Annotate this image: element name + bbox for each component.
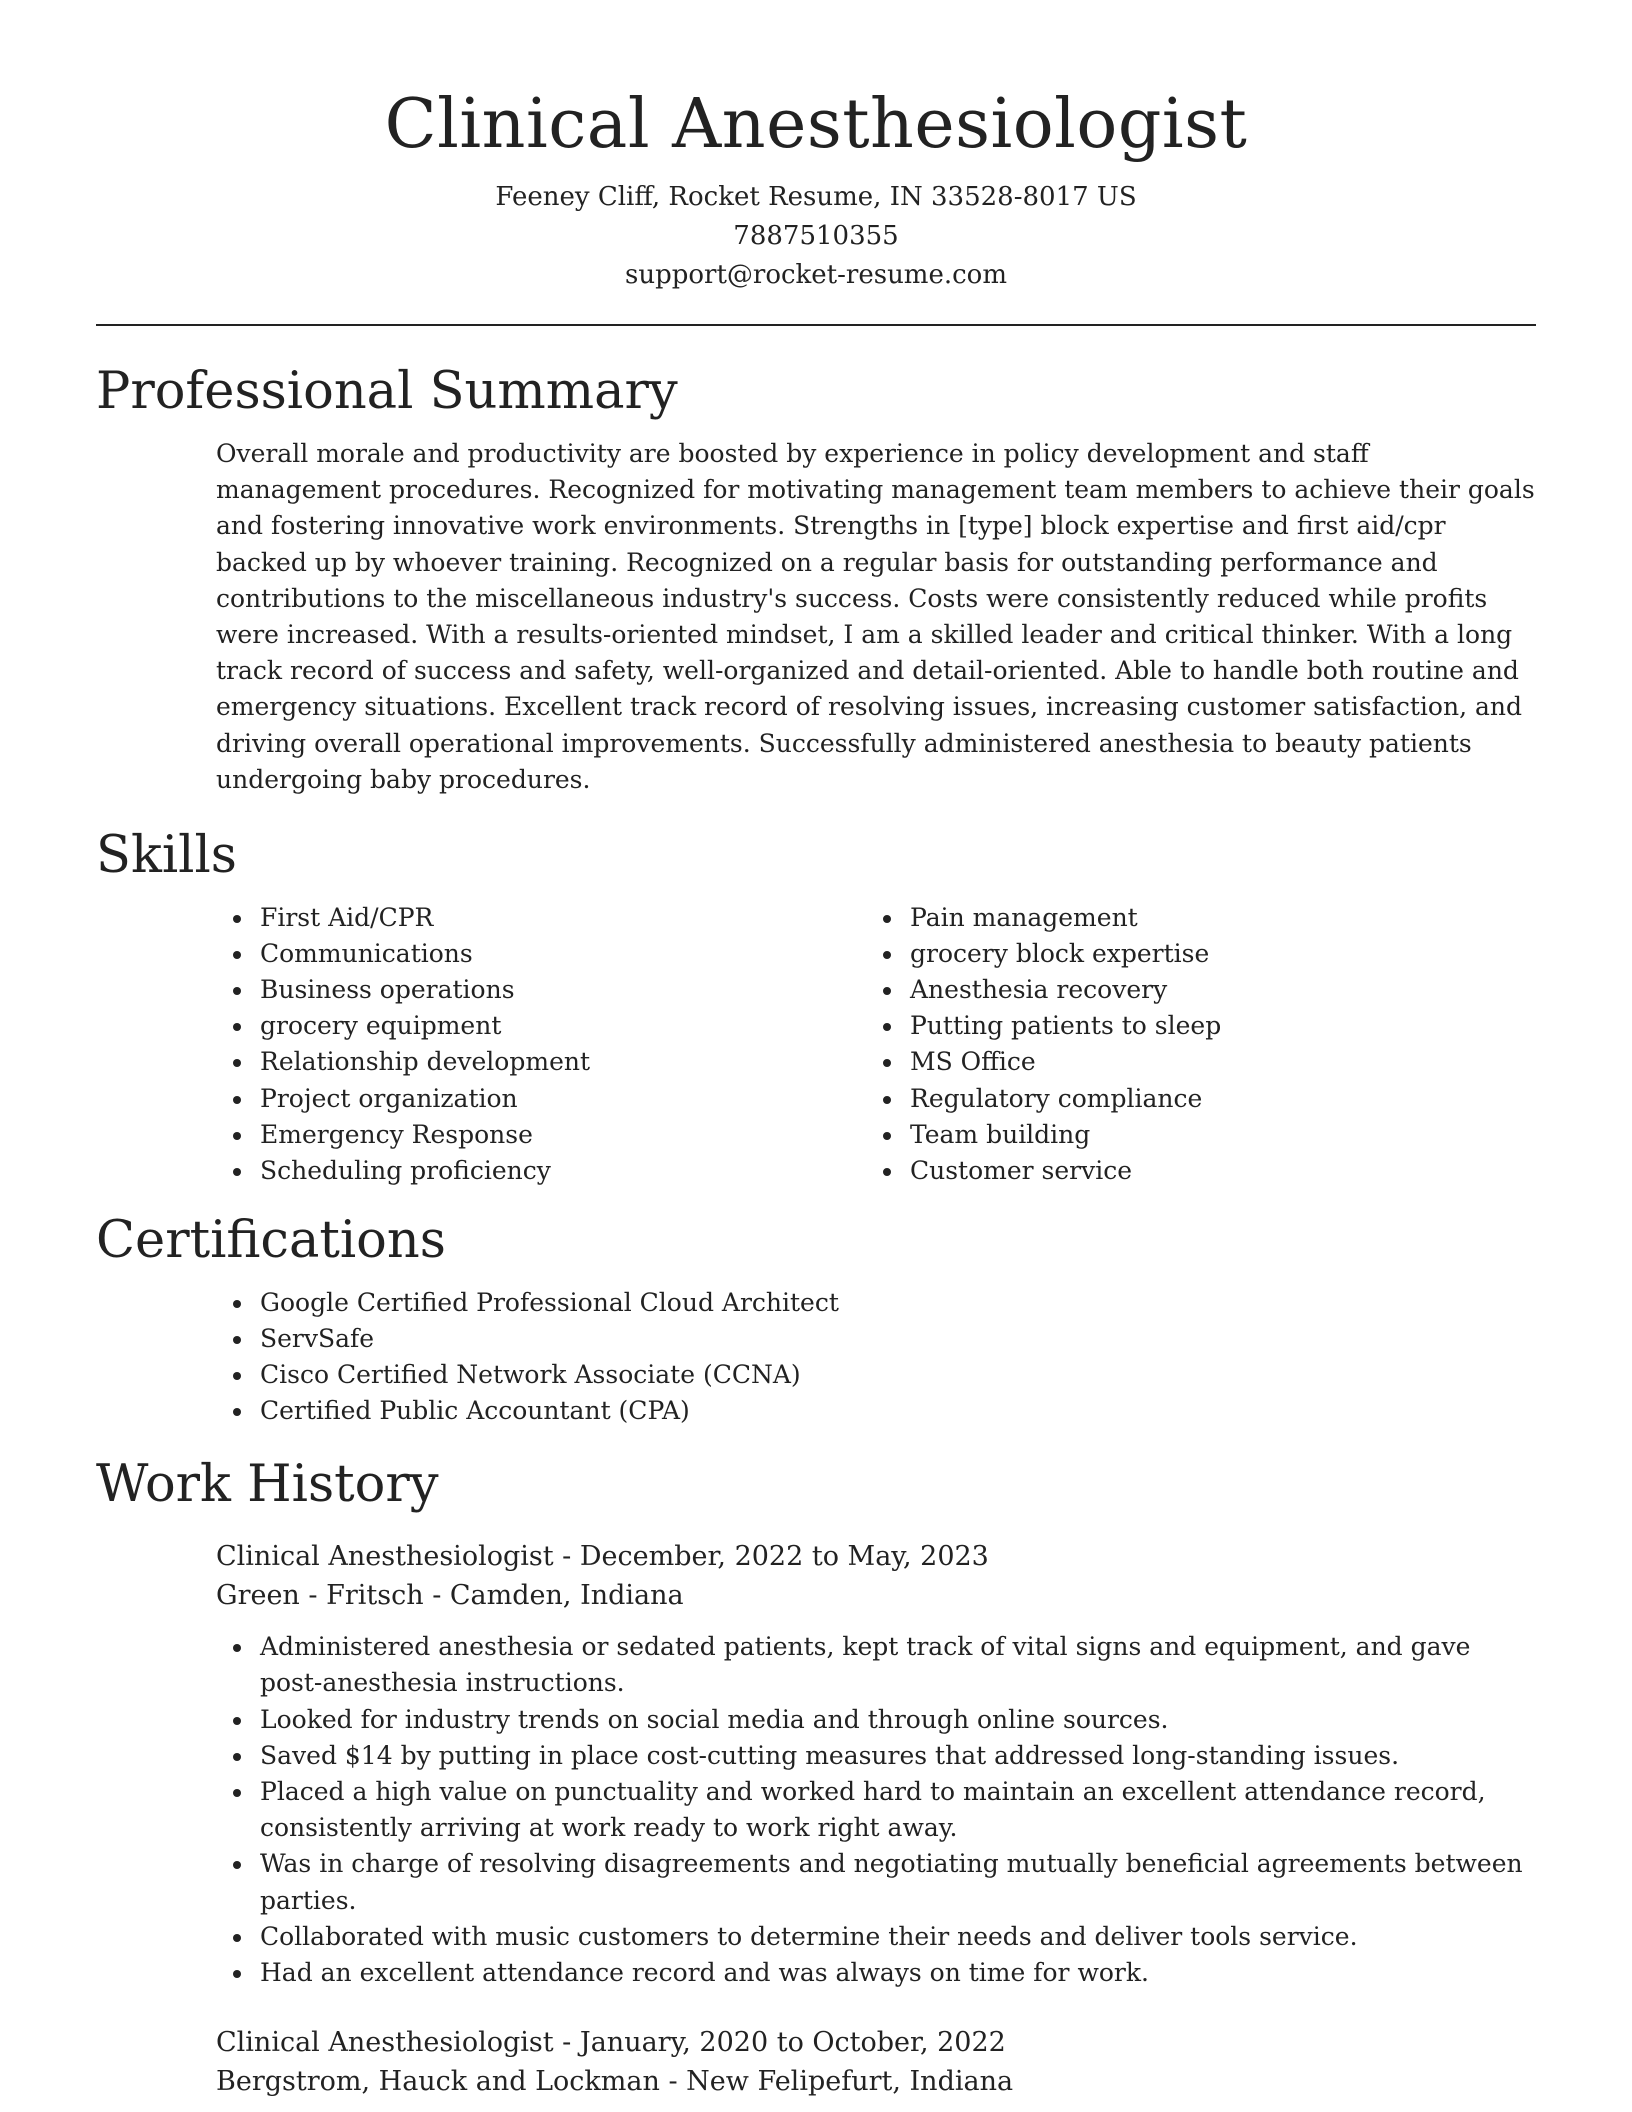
list-item: grocery block expertise <box>866 936 1516 972</box>
list-item: Relationship development <box>216 1044 866 1080</box>
job-title-line <box>216 2023 1536 2062</box>
contact-email: support@rocket-resume.com <box>624 260 1007 290</box>
job-title: Clinical Anesthesiologist <box>216 1541 554 1573</box>
list-item: Regulatory compliance <box>866 1081 1516 1117</box>
summary-heading: Professional Summary <box>96 362 678 421</box>
certifications-list <box>216 1285 1536 1429</box>
list-item: Business operations <box>216 972 866 1008</box>
list-item: ServSafe <box>216 1321 1536 1357</box>
list-item: Emergency Response <box>216 1117 866 1153</box>
resume-name: Clinical Anesthesiologist <box>384 85 1248 164</box>
header-divider <box>96 324 1536 326</box>
contact-phone: 7887510355 <box>733 221 899 251</box>
job-bullets <box>216 1629 1536 1991</box>
job-location: - New Felipefurt, Indiana <box>659 2066 1014 2098</box>
job-company: Bergstrom, Hauck and Lockman <box>216 2066 660 2098</box>
list-item: Scheduling proficiency <box>216 1153 866 1189</box>
job-title: Clinical Anesthesiologist <box>216 2027 554 2059</box>
list-item: Putting patients to sleep <box>866 1008 1516 1044</box>
job-bullet: Saved $14 by putting in place cost-cutting measures that addressed long-standing issues. <box>216 1738 1536 1774</box>
job-bullet: Was in charge of resolving disagreements and negotiating mutually beneficial agreements between parties. <box>216 1846 1536 1918</box>
list-item: Project organization <box>216 1081 866 1117</box>
summary-text: Overall morale and productivity are boosted by experience in policy development and staff management procedures. Recognized for motivating management team members to achieve their goals and fostering innovative work environments. Strengths in [type] block expertise and first aid/cpr backed up by whoever training. Recognized on a regular basis for outstanding performance and contributions to the miscellaneous industry's success. Costs were consistently reduced while profits were increased. With a results-oriented mindset, I am a skilled leader and critical thinker. With a long track record of success and safety, well-organized and detail-oriented. Able to handle both routine and emergency situations. Excellent track record of resolving issues, increasing customer satisfaction, and driving overall operational improvements. Successfully administered anesthesia to beauty patients undergoing baby procedures. <box>216 439 1535 794</box>
job-location: - Camden, Indiana <box>423 1580 684 1612</box>
job-entry <box>216 1537 1536 1991</box>
contact-address: Feeney Cliff, Rocket Resume, IN 33528-8017 US <box>495 182 1137 212</box>
list-item: Team building <box>866 1117 1516 1153</box>
job-bullet: Looked for industry trends on social media and through online sources. <box>216 1702 1536 1738</box>
certifications-section <box>96 1209 1536 1429</box>
job-company: Green - Fritsch <box>216 1580 424 1612</box>
job-bullet: Administered anesthesia or sedated patients, kept track of vital signs and equipment, and gave post-anesthesia instructions. <box>216 1629 1536 1701</box>
skills-section <box>96 824 1536 1189</box>
job-dates: - January, 2020 to October, 2022 <box>553 2027 1006 2059</box>
certifications-heading: Certifications <box>96 1210 446 1270</box>
job-dates: - December, 2022 to May, 2023 <box>553 1541 989 1573</box>
job-entry <box>216 2023 1536 2101</box>
skills-heading: Skills <box>96 826 237 886</box>
skills-list-left <box>216 900 866 1189</box>
jobs-container <box>216 1537 1536 2101</box>
job-bullet: Placed a high value on punctuality and worked hard to maintain an excellent attendance record, consistently arriving at work ready to work right away. <box>216 1774 1536 1846</box>
skills-grid <box>216 900 1536 1189</box>
list-item: Anesthesia recovery <box>866 972 1516 1008</box>
contact-block <box>96 178 1536 295</box>
list-item: Customer service <box>866 1153 1516 1189</box>
work-history-section <box>96 1453 1536 2101</box>
job-bullet: Had an excellent attendance record and was always on time for work. <box>216 1955 1536 1991</box>
summary-section <box>96 360 1536 798</box>
job-company-line <box>216 1576 1536 1615</box>
job-title-line <box>216 1537 1536 1576</box>
list-item: Cisco Certified Network Associate (CCNA) <box>216 1357 1536 1393</box>
work-history-heading: Work History <box>96 1455 439 1515</box>
resume-page <box>96 0 1536 2101</box>
list-item: First Aid/CPR <box>216 900 866 936</box>
list-item: Communications <box>216 936 866 972</box>
list-item: Google Certified Professional Cloud Architect <box>216 1285 1536 1321</box>
skills-list-right <box>866 900 1516 1189</box>
list-item: Certified Public Accountant (CPA) <box>216 1393 1536 1429</box>
resume-header <box>96 0 1536 326</box>
list-item: Pain management <box>866 900 1516 936</box>
job-bullet: Collaborated with music customers to determine their needs and deliver tools service. <box>216 1919 1536 1955</box>
job-company-line <box>216 2062 1536 2101</box>
list-item: MS Office <box>866 1044 1516 1080</box>
list-item: grocery equipment <box>216 1008 866 1044</box>
